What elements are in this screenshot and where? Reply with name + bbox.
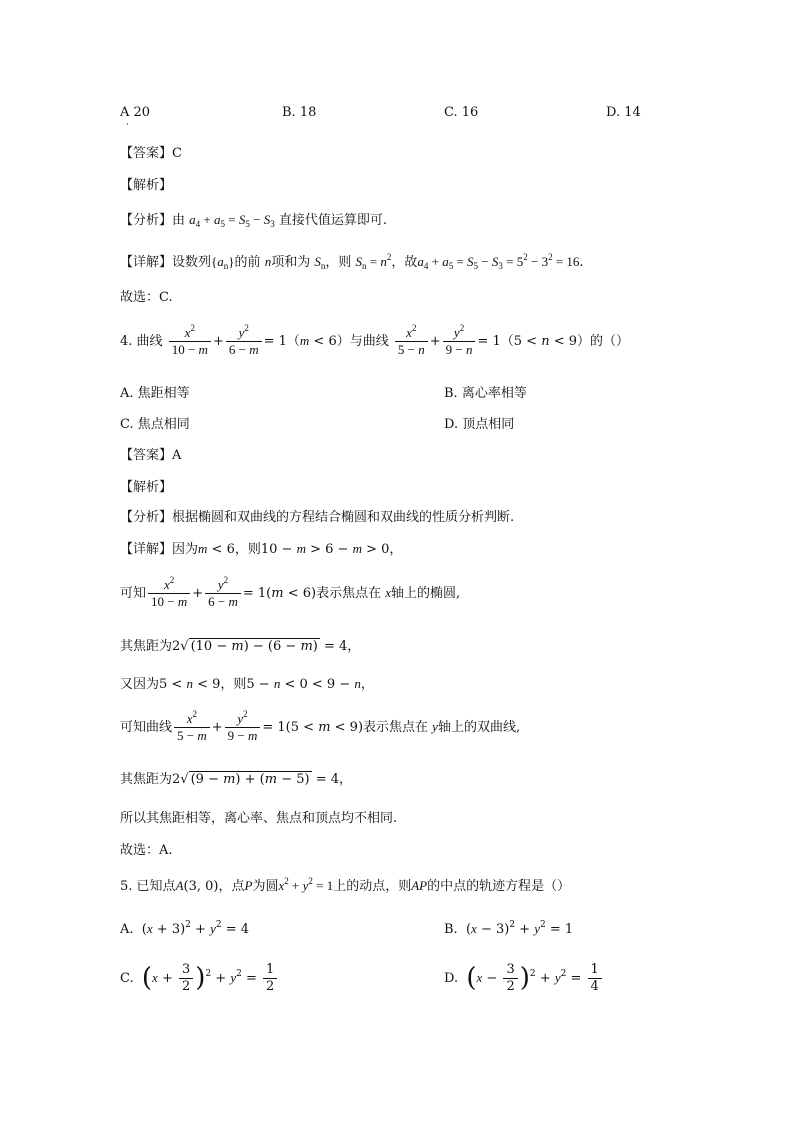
q3-conclusion: 故选：C. — [120, 290, 173, 305]
q5-option-b: B. $(x - 3)^2 + y^2 = 1$ — [444, 920, 574, 937]
q3-fenxi: 【分析】由 $a_4 + a_5 = S_5 - S_3$ 直接代值运算即可. — [120, 212, 387, 229]
q4-xiangjie-5: 可知曲线 $\frac{x^2}{5 - m}$ + $\frac{y^2}{9 - m}$ = 1(5 < m < 9)表示焦点在 y轴上的双曲线, — [120, 709, 521, 743]
q5-option-d: D. (x − $\frac{3}{2}$ )$^2 + y^2$ = $\frac{1}{4}$ — [444, 962, 604, 995]
q4-xiangjie-3: 其焦距为2√ (10 − m) − (6 − m) = 4， — [120, 639, 361, 654]
q5-option-c: C. (x + $\frac{3}{2}$ )$^2 + y^2$ = $\frac{1}{2}$ — [120, 962, 279, 995]
q3-analysis-tag: 【解析】 — [120, 178, 173, 193]
q4-fenxi: 【分析】根据椭圆和双曲线的方程结合椭圆和双曲线的性质分析判断. — [120, 510, 515, 525]
q4-option-b: B. 离心率相等 — [444, 386, 527, 401]
q5-stem: 5. 已知点A(3, 0)，点P为圆$x^2 + y^2 = 1$上的动点，则AP的中点的轨迹方程是（） — [120, 876, 571, 894]
q4-option-a: A. 焦距相等 — [120, 386, 190, 401]
q4-option-c: C. 焦点相同 — [120, 417, 190, 432]
q4-xiangjie-2: 可知 $\frac{x^2}{10 - m}$ + $\frac{y^2}{6 - m}$ = 1(m < 6)表示焦点在 x轴上的椭圆, — [120, 575, 461, 609]
q3-answer: 【答案】C — [120, 146, 182, 161]
q3-option-d: D. 14 — [606, 105, 641, 120]
q4-conclusion: 故选：A. — [120, 843, 173, 858]
q3-option-b: B. 18 — [282, 105, 317, 120]
q4-xiangjie-4: 又因为5 < n < 9，则5 − n < 0 < 9 − n， — [120, 676, 374, 692]
q4-xiangjie-6: 其焦距为2√ (9 − m) + (m − 5) = 4， — [120, 772, 353, 787]
q4-option-d: D. 顶点相同 — [444, 417, 515, 432]
q4-analysis-tag: 【解析】 — [120, 480, 173, 495]
q4-answer: 【答案】A — [120, 448, 182, 463]
q3-xiangjie: 【详解】设数列$\{a_n\}$的前 n项和为 $S_n$，则 $S_n = n^2$，故$a_4 + a_5 = S_5 - S_3 = 5^2 - 3^2 = 16$. — [120, 252, 584, 271]
q4-xiangjie-1: 【详解】因为m < 6，则10 − m > 6 − m > 0， — [120, 541, 403, 557]
q3-option-a: A 20 — [120, 105, 151, 120]
q3-option-a-dot: · — [126, 120, 129, 130]
q5-option-a: A. $(x + 3)^2 + y^2 = 4$ — [120, 920, 250, 937]
q4-xiangjie-7: 所以其焦距相等，离心率、焦点和顶点均不相同. — [120, 811, 398, 826]
q3-option-c: C. 16 — [444, 105, 479, 120]
q4-stem: 4. 曲线 $\frac{x^2}{10 - m}$ + $\frac{y^2}{6 - m}$ = 1（m < 6）与曲线 $\frac{x^2}{5 - n}$ + $\frac{y^2}{9 - n}$ = 1（5 < n < 9）的（） — [120, 323, 630, 357]
